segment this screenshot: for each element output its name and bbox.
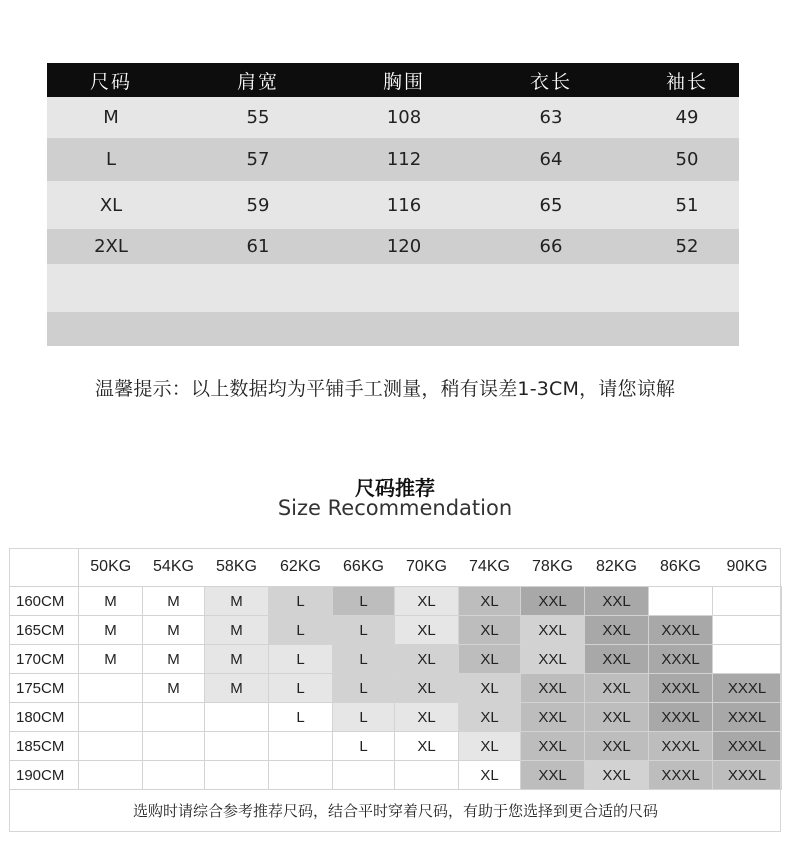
measurement-row — [47, 138, 739, 181]
measurement-header-row — [47, 63, 739, 97]
size-recommendation-cell: L — [333, 674, 395, 703]
measurement-row — [47, 229, 739, 264]
height-label: 185CM — [10, 732, 79, 761]
size-recommendation-cell: L — [269, 674, 333, 703]
size-recommendation-cell: XL — [459, 616, 521, 645]
size-recommendation-cell: M — [79, 616, 143, 645]
size-recommendation-cell: M — [143, 616, 205, 645]
weight-header: 62KG — [269, 548, 333, 587]
size-recommendation-cell: M — [143, 645, 205, 674]
size-recommendation-cell — [143, 761, 205, 790]
size-recommendation-cell: XXL — [585, 616, 649, 645]
size-recommendation-cell — [205, 703, 269, 732]
size-recommendation-cell: L — [333, 616, 395, 645]
weight-header: 86KG — [649, 548, 713, 587]
shoulder-cell: 57 — [246, 149, 270, 170]
size-recommendation-cell: XL — [395, 732, 459, 761]
measurement-table — [47, 63, 739, 346]
height-label: 160CM — [10, 587, 79, 616]
size-recommendation-cell: L — [333, 732, 395, 761]
height-label: 190CM — [10, 761, 79, 790]
size-recommendation-cell: XXL — [585, 703, 649, 732]
height-label: 180CM — [10, 703, 79, 732]
size-recommendation-cell: XXL — [521, 674, 585, 703]
size-recommendation-cell — [79, 703, 143, 732]
size-recommendation-cell: XXL — [585, 732, 649, 761]
sleeve-cell: 50 — [675, 149, 699, 170]
size-recommendation-cell: M — [205, 645, 269, 674]
size-recommendation-cell — [143, 703, 205, 732]
weight-header-row — [10, 548, 782, 587]
size-recommendation-cell: XXL — [521, 761, 585, 790]
size-recommendation-cell — [79, 674, 143, 703]
size-recommendation-cell: M — [205, 616, 269, 645]
size-recommendation-cell — [713, 587, 782, 616]
size-recommendation-cell: XXXL — [649, 703, 713, 732]
chest-cell: 120 — [386, 236, 422, 257]
size-recommendation-cell: XL — [459, 703, 521, 732]
size-recommendation-cell: XXXL — [713, 703, 782, 732]
size-recommendation-cell: M — [205, 674, 269, 703]
size-cell: M — [103, 107, 119, 128]
sleeve-cell: 49 — [675, 107, 699, 128]
height-row — [10, 616, 782, 645]
size-recommendation-cell: L — [269, 703, 333, 732]
size-recommendation-cell — [269, 761, 333, 790]
size-recommendation-cell: M — [143, 587, 205, 616]
height-row — [10, 703, 782, 732]
height-label: 165CM — [10, 616, 79, 645]
size-recommendation-cell — [713, 616, 782, 645]
size-recommendation-cell — [713, 645, 782, 674]
height-row — [10, 732, 782, 761]
height-row — [10, 761, 782, 790]
header-shoulder: 肩宽 — [236, 70, 279, 93]
size-recommendation-cell — [649, 587, 713, 616]
header-length: 衣长 — [529, 70, 572, 93]
weight-header: 58KG — [205, 548, 269, 587]
size-recommendation-cell: XL — [395, 703, 459, 732]
footer-row — [10, 790, 782, 832]
size-recommendation-cell: M — [143, 674, 205, 703]
size-recommendation-cell: L — [269, 616, 333, 645]
measurement-tip: 温馨提示：以上数据均为平铺手工测量，稍有误差1-3CM，请您谅解 — [95, 378, 676, 400]
size-recommendation-cell: L — [333, 587, 395, 616]
size-recommendation-cell: XXL — [521, 732, 585, 761]
shoulder-cell: 55 — [246, 107, 270, 128]
size-recommendation-cell: XL — [395, 674, 459, 703]
header-sleeve: 袖长 — [665, 70, 708, 93]
sleeve-cell: 52 — [675, 236, 699, 257]
size-recommendation-cell — [205, 732, 269, 761]
size-recommendation-cell: XXL — [521, 616, 585, 645]
sleeve-cell: 51 — [675, 194, 699, 216]
size-recommendation-cell: L — [333, 645, 395, 674]
recommendation-footer-note: 选购时请综合参考推荐尺码，结合平时穿着尺码，有助于您选择到更合适的尺码 — [132, 803, 658, 820]
size-recommendation-cell: XXXL — [649, 674, 713, 703]
size-recommendation-cell: L — [269, 587, 333, 616]
recommendation-title: 尺码推荐 — [355, 476, 435, 500]
weight-header: 50KG — [79, 548, 143, 587]
size-recommendation-cell: XL — [459, 761, 521, 790]
header-size: 尺码 — [89, 70, 132, 93]
size-recommendation-cell: XL — [459, 645, 521, 674]
measurement-row — [47, 181, 739, 229]
weight-header: 70KG — [395, 548, 459, 587]
chest-cell: 116 — [386, 194, 422, 216]
height-row — [10, 587, 782, 616]
length-cell: 66 — [539, 236, 563, 257]
size-recommendation-cell: XXXL — [649, 616, 713, 645]
measurement-row-empty — [47, 312, 739, 346]
size-recommendation-cell: L — [333, 703, 395, 732]
size-recommendation-cell: XXXL — [649, 732, 713, 761]
height-row — [10, 674, 782, 703]
weight-header: 90KG — [713, 548, 782, 587]
size-recommendation-cell: M — [205, 587, 269, 616]
size-recommendation-cell: XXXL — [713, 732, 782, 761]
size-recommendation-cell — [143, 732, 205, 761]
measurement-row — [47, 97, 739, 138]
size-recommendation-cell — [269, 732, 333, 761]
size-recommendation-cell: XXL — [585, 645, 649, 674]
size-recommendation-cell: XXL — [521, 587, 585, 616]
size-cell: 2XL — [94, 236, 128, 257]
shoulder-cell: 61 — [246, 236, 270, 257]
size-recommendation-cell: XXXL — [713, 674, 782, 703]
length-cell: 65 — [539, 194, 563, 216]
chest-cell: 112 — [386, 149, 422, 170]
weight-header: 66KG — [333, 548, 395, 587]
size-recommendation-cell: M — [79, 645, 143, 674]
size-recommendation-cell — [333, 761, 395, 790]
size-recommendation-cell: M — [79, 587, 143, 616]
length-cell: 63 — [539, 107, 563, 128]
size-cell: XL — [99, 194, 123, 216]
weight-header: 82KG — [585, 548, 649, 587]
size-recommendation-cell: XXL — [585, 587, 649, 616]
chest-cell: 108 — [386, 107, 422, 128]
size-recommendation-cell: XXL — [521, 703, 585, 732]
weight-header: 54KG — [143, 548, 205, 587]
shoulder-cell: 59 — [246, 194, 270, 216]
recommendation-subtitle: Size Recommendation — [277, 496, 513, 520]
header-chest: 胸围 — [382, 70, 425, 93]
weight-header: 78KG — [521, 548, 585, 587]
size-recommendation-cell: XXXL — [713, 761, 782, 790]
size-recommendation-cell — [205, 761, 269, 790]
height-label: 170CM — [10, 645, 79, 674]
size-recommendation-cell: XL — [459, 674, 521, 703]
size-recommendation-cell — [79, 761, 143, 790]
height-label: 175CM — [10, 674, 79, 703]
size-recommendation-cell: XXXL — [649, 761, 713, 790]
length-cell: 64 — [539, 149, 563, 170]
weight-header: 74KG — [459, 548, 521, 587]
size-recommendation-cell: XL — [395, 645, 459, 674]
corner-cell — [10, 548, 79, 587]
height-row — [10, 645, 782, 674]
measurement-row-empty — [47, 264, 739, 312]
size-recommendation-cell: XXL — [585, 674, 649, 703]
size-recommendation-cell: L — [269, 645, 333, 674]
size-recommendation-grid — [9, 548, 782, 831]
size-recommendation-cell — [395, 761, 459, 790]
size-recommendation-cell: XL — [459, 732, 521, 761]
size-recommendation-cell: XL — [459, 587, 521, 616]
size-recommendation-cell — [79, 732, 143, 761]
size-recommendation-cell: XXL — [521, 645, 585, 674]
size-recommendation-cell: XXL — [585, 761, 649, 790]
size-recommendation-cell: XL — [395, 587, 459, 616]
size-recommendation-cell: XXXL — [649, 645, 713, 674]
size-cell: L — [105, 149, 117, 170]
size-recommendation-cell: XL — [395, 616, 459, 645]
